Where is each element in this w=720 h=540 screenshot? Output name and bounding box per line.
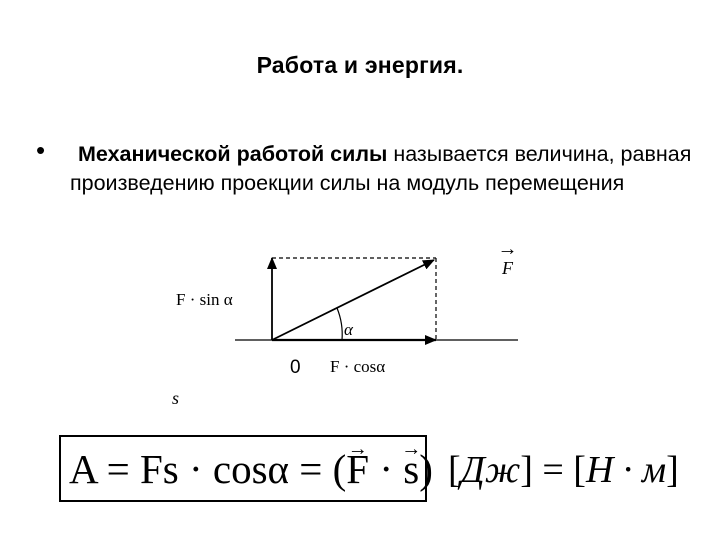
alpha-label: α	[344, 320, 353, 339]
displacement-label: s	[172, 388, 180, 408]
formula-displacement-vector: → s	[403, 445, 419, 493]
formula-force-vector: → F	[346, 445, 369, 493]
formula-dot: ·	[369, 446, 404, 492]
origin-label: 0	[290, 357, 301, 378]
definition-text: называется величина, равная произведению проекции силы на модуль перемещения	[70, 142, 692, 195]
formula-paren-open: (	[332, 446, 347, 492]
bullet-point: •	[36, 135, 46, 165]
units-equals: =	[532, 449, 574, 491]
definition-term: Механической работой силы	[78, 142, 388, 166]
units-equation	[448, 446, 679, 494]
f-sin-alpha-label: F · sin α	[176, 290, 233, 309]
slide-title: Работа и энергия.	[256, 52, 464, 78]
force-label	[502, 258, 513, 279]
work-formula-box	[59, 435, 433, 502]
units-newton-meter: Н · м	[585, 449, 667, 491]
f-cos-alpha-label: F · cosα	[330, 357, 386, 376]
units-bracket-close-right: ]	[666, 449, 679, 491]
units-joule: Дж	[460, 449, 521, 491]
units-bracket-open-right: [	[573, 449, 586, 491]
units-bracket-open: [	[448, 449, 461, 491]
force-vector-arrow	[272, 260, 434, 340]
formula-paren-close: )	[419, 446, 433, 492]
angle-arc	[337, 308, 342, 340]
work-formula	[69, 445, 433, 493]
force-vector-symbol: → F	[502, 258, 513, 279]
formula-lhs: A = Fs · cosα =	[69, 446, 333, 492]
units-bracket-close: ]	[520, 449, 533, 491]
